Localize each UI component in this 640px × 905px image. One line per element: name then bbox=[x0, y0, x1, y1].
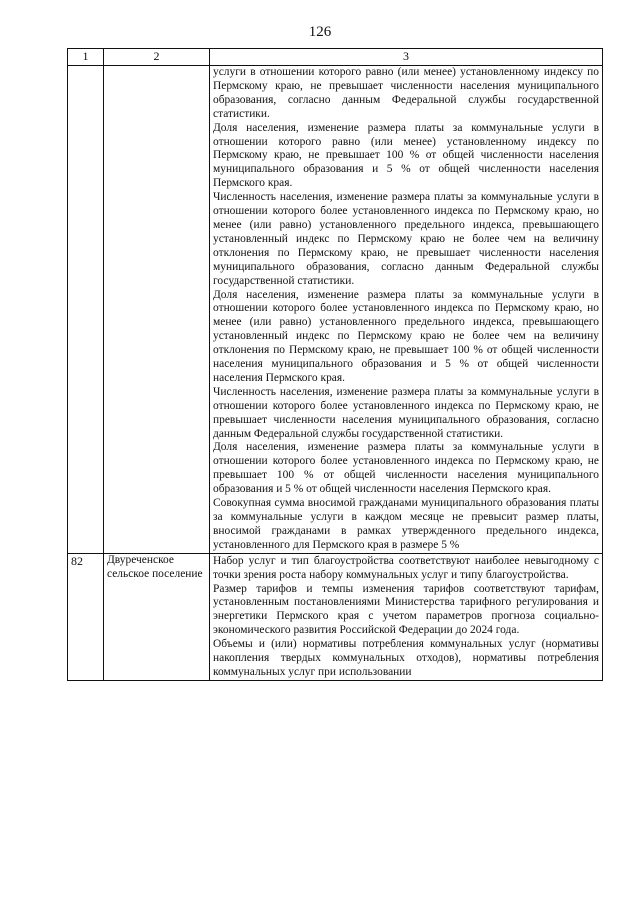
table-row bbox=[68, 553, 603, 680]
paragraph: Численность населения, изменение размера платы за коммунальные услуги в отношении которого более установленного индекса по Пермскому краю, не превышает численности населения муниципального образования, согласно данным Федеральной службы государственной статистики. bbox=[213, 385, 599, 440]
paragraph: Численность населения, изменение размера платы за коммунальные услуги в отношении которого более установленного индекса по Пермскому краю, но менее (или равно) установленного предельного индекса, превышающего установленный индекс по Пермскому краю не более чем на величину отклонения по Пермскому краю, не превышает численности населения муниципального образования, согласно данным Федеральной службы государственной статистики. bbox=[213, 191, 599, 287]
municipality-name: Двуреченское сельское поселение bbox=[104, 553, 210, 680]
paragraph: Совокупная сумма вносимой гражданами муниципального образования платы за коммунальные услуги в каждом месяце не превысит размер платы, вносимой гражданами в рамках утвержденного предельного индекса, установленного для Пермского края в размере 5 % bbox=[213, 497, 599, 551]
paragraph: Набор услуг и тип благоустройства соответствуют наиболее невыгодному с точки зрения роста набору коммунальных услуг и типу благоустройства. bbox=[213, 554, 599, 581]
paragraph: Доля населения, изменение размера платы за коммунальные услуги в отношении которого более установленного индекса по Пермскому краю, не превышает 100 % от общей численности населения муниципального образования и 5 % от общей численности населения Пермского края. bbox=[213, 441, 599, 496]
document-table bbox=[67, 48, 603, 681]
paragraph: Размер тарифов и темпы изменения тарифов соответствуют тарифам, установленным постановлениями Министерства тарифного регулирования и энергетики Пермского края с учетом параметров прогноза социально-экономического развития Российской Федерации до 2024 года. bbox=[213, 582, 599, 637]
table-row bbox=[68, 66, 603, 554]
criteria-cell bbox=[210, 553, 603, 680]
paragraph: Доля населения, изменение размера платы за коммунальные услуги в отношении которого равно (или менее) установленному индексу по Пермскому краю, не превышает 100 % от общей численности населения муниципального образования и 5 % от общей численности населения Пермского края. bbox=[213, 121, 599, 190]
header-col-3: 3 bbox=[210, 49, 603, 66]
header-col-1: 1 bbox=[68, 49, 104, 66]
row-number: 82 bbox=[68, 553, 104, 680]
page-number: 126 bbox=[308, 24, 332, 40]
table-header-row bbox=[68, 49, 603, 66]
paragraph: Объемы и (или) нормативы потребления коммунальных услуг (нормативы накопления твердых коммунальных отходов), нормативы потребления коммунальных услуг при использовании bbox=[213, 638, 599, 678]
paragraph: Доля населения, изменение размера платы за коммунальные услуги в отношении которого более установленного индекса по Пермскому краю, но менее (или равно) установленного предельного индекса, превышающего установленный индекс по Пермскому краю не более чем на величину отклонения по Пермскому краю, не превышает 100 % от общей численности населения муниципального образования и 5 % от общей численности населения Пермского края. bbox=[213, 288, 599, 384]
header-col-2: 2 bbox=[104, 49, 210, 66]
row-number bbox=[68, 66, 104, 554]
criteria-cell bbox=[210, 66, 603, 554]
municipality-name bbox=[104, 66, 210, 554]
paragraph: услуги в отношении которого равно (или менее) установленному индексу по Пермскому краю, не превышает численности населения муниципального образования, согласно данным Федеральной службы государственной статистики. bbox=[213, 66, 599, 120]
